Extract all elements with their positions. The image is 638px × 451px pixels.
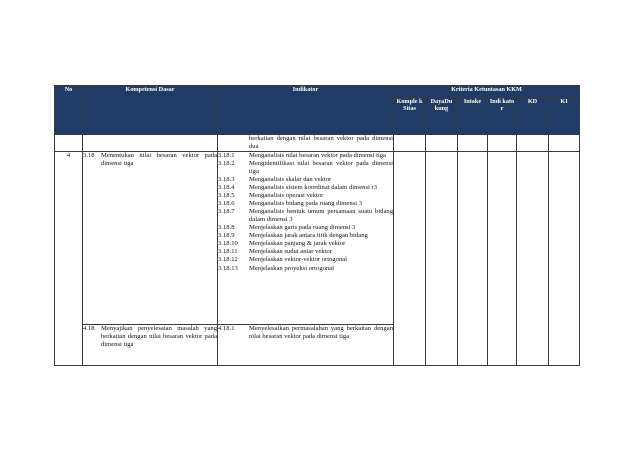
indikator-list [218,325,393,341]
indikator-code: 3.18.4 [218,184,235,192]
cell-no-empty [55,135,83,152]
kd-text: Menyajikan penyelesaian masalah yang berkaitan dengan nilai besaran vektor pada dimensi tiga [101,325,217,349]
header-kompleksitas: Komple k Sitas [394,98,426,135]
header-kd: KD [517,98,549,135]
indikator-item [218,160,393,176]
indikator-text: Menjelaskan garis pada ruang dimensi 3 [249,224,356,232]
indikator-item [218,232,393,240]
cell-indikator [488,135,517,152]
indikator-text: Menganalisis bentuk umum persamaan suatu bidang dalam dimensi 3 [249,208,393,224]
indikator-item [218,265,393,273]
cell-daya-dukung [426,135,458,152]
cell-daya-dukung [426,152,458,366]
indikator-text: Menjelaskan proyeksi ortogonal [249,264,334,272]
indikator-code: 3.18.8 [218,224,235,232]
indikator-text: Menganalisis nilai besaran vektor pada dimensi tiga [249,152,386,160]
kkm-table [54,85,580,366]
indikator-item [218,240,393,248]
indikator-code: 3.18.3 [218,176,235,184]
cell-kd [517,152,549,366]
indikator-text: Menganalisis sistem koordinat dalam dimensi r3 [249,184,378,192]
indikator-item [218,176,393,184]
kd-code: 4.18 [83,325,95,333]
indikator-code: 3.18.5 [218,192,235,200]
indikator-code: 3.18.12 [218,256,238,264]
cell-kompleksitas [394,135,426,152]
indikator-text: Menyelesaikan permasalahan yang berkaitan dengan nilai besaran vektor pada dimensi tiga [249,325,393,341]
indikator-text: Menjelaskan sudut antar vektor [249,248,332,256]
cell-indikator-list-2 [218,325,394,366]
cell-kd-4-18 [83,325,218,366]
header-ki: KI [549,98,580,135]
header-kompetensi-dasar: Kompetensi Dasar [83,86,218,135]
indikator-code: 4.18.1 [218,325,235,333]
header-intake: Intake [458,98,488,135]
header-indikator: Indikator [218,86,394,135]
indikator-list [218,152,393,272]
indikator-code: 3.18.1 [218,152,235,160]
indikator-text: Mengidentifikasi nilai besaran vektor pada dimensi tiga [249,160,393,176]
kd-code: 3.18 [83,152,95,160]
cell-kd-3-18 [83,152,218,325]
indikator-item [218,256,393,264]
indikator-text: Menganalisis operasi vektor [249,192,324,200]
table-row-continuation [55,135,580,152]
cell-indikator [488,152,517,366]
cell-ki [549,135,580,152]
indikator-item [218,325,393,341]
cell-intake [458,152,488,366]
cell-kd [517,135,549,152]
indikator-continuation-text: berkaitan dengan nilai besaran vektor pada dimensi dua [249,135,393,151]
indikator-code: 3.18.11 [218,248,238,256]
header-no: No [55,86,83,135]
indikator-code: 3.18.9 [218,232,235,240]
indikator-text: Menganalisis bidang pada ruang dimensi 3 [249,200,362,208]
cell-indikator-list-1 [218,152,394,325]
indikator-code: 3.18.10 [218,240,238,248]
cell-kompleksitas [394,152,426,366]
header-kriteria-ketuntasan: Kriteria Ketuntasan KKM [394,86,580,98]
header-indikator-short: Indi kato r [488,98,517,135]
cell-indikator-continuation [218,135,394,152]
kd-text: Menentukan nilai besaran vektor pada dimensi tiga [101,152,217,168]
indikator-item [218,248,393,256]
indikator-item [218,224,393,232]
indikator-text: Menjelaskan vektor-vektor ortogonal [249,256,348,264]
indikator-code: 3.18.13 [218,264,238,272]
indikator-code: 3.18.7 [218,208,235,216]
indikator-code: 3.18.2 [218,160,235,168]
indikator-item [218,200,393,208]
indikator-item [218,152,393,160]
cell-kd-empty [83,135,218,152]
indikator-text: Menganalisis skalar dan vektor [249,176,332,184]
indikator-item [218,184,393,192]
indikator-code: 3.18.6 [218,200,235,208]
header-daya-dukung: DayaDu kung [426,98,458,135]
cell-intake [458,135,488,152]
cell-no: 4 [55,152,83,366]
table-row-kd-3-18 [55,152,580,325]
cell-ki [549,152,580,366]
indikator-item [218,208,393,224]
indikator-text: Menjelaskan jarak antara titik dengan bidang [249,232,368,240]
indikator-item [218,192,393,200]
indikator-text: Menjelaskan panjang & jarak vektor [249,240,346,248]
